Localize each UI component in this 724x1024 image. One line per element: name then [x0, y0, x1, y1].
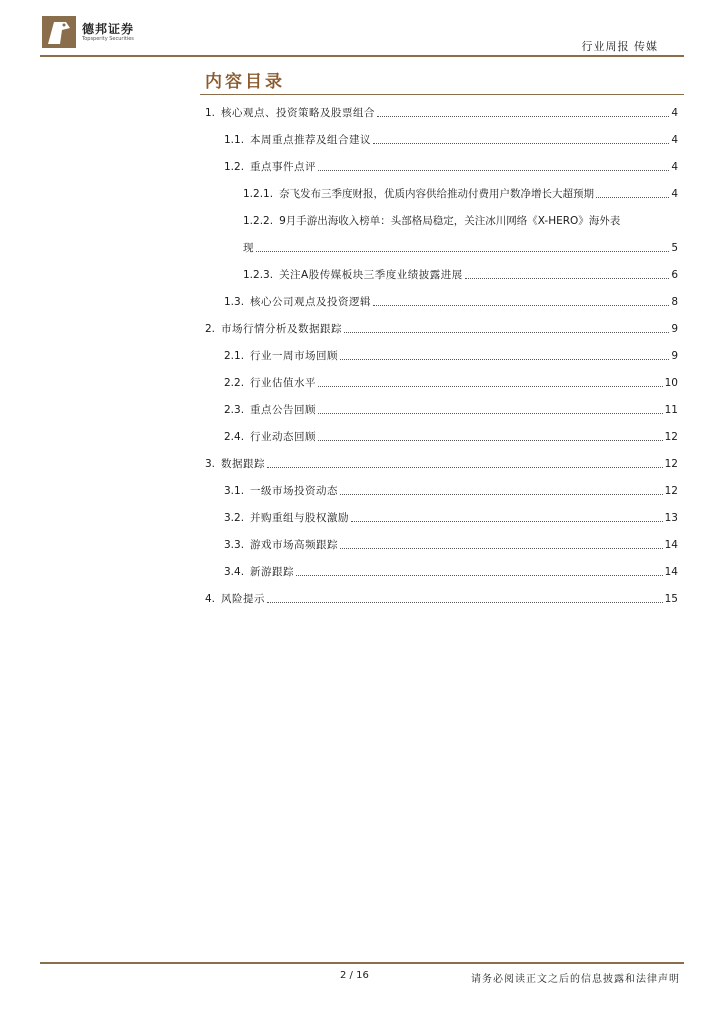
toc-entry-text: 现: [243, 242, 254, 254]
toc-entry[interactable]: [243, 184, 678, 204]
toc-entry-page: 12: [664, 485, 678, 497]
toc-entry-text: 游戏市场高频跟踪: [250, 539, 339, 551]
toc-entry-number: 1.2.2.: [243, 215, 274, 227]
company-logo: [40, 14, 160, 50]
toc-entry[interactable]: [224, 373, 678, 393]
toc-entry-page: 8: [671, 296, 678, 308]
toc-entry[interactable]: [224, 427, 678, 447]
toc-entry[interactable]: [224, 562, 678, 582]
toc-entry-page: 5: [671, 242, 678, 254]
toc-entry-text: 本周重点推荐及组合建议: [250, 134, 372, 146]
toc-entry[interactable]: [243, 265, 678, 285]
toc-leader-dots: [373, 143, 669, 144]
toc-leader-dots: [318, 440, 663, 441]
toc-entry-text: 数据跟踪: [221, 458, 266, 470]
toc-entry[interactable]: [224, 481, 678, 501]
toc-leader-dots: [465, 278, 670, 279]
toc-entry-number: 3.1.: [224, 485, 245, 497]
toc-entry-number: 2.4.: [224, 431, 245, 443]
toc-entry[interactable]: [205, 319, 678, 339]
toc-entry-page: 15: [664, 593, 678, 605]
toc-entry-page: 12: [664, 431, 678, 443]
toc-title-divider: [200, 94, 684, 95]
disclaimer-note: 请务必阅读正文之后的信息披露和法律声明: [471, 974, 680, 985]
toc-leader-dots: [318, 386, 663, 387]
toc-entry-number: 1.: [205, 107, 216, 119]
toc-title: 内容目录: [205, 72, 285, 92]
toc-entry-page: 10: [664, 377, 678, 389]
toc-entry-page: 11: [664, 404, 678, 416]
toc-entry-page: 9: [671, 323, 678, 335]
toc-entry-number: 3.: [205, 458, 216, 470]
toc-entry-number: 2.2.: [224, 377, 245, 389]
toc-entry-number: 4.: [205, 593, 216, 605]
toc-leader-dots: [340, 494, 663, 495]
toc-entry-page: 14: [664, 566, 678, 578]
toc-leader-dots: [351, 521, 663, 522]
toc-entry-number: 2.1.: [224, 350, 245, 362]
toc-entry-text: 并购重组与股权激励: [250, 512, 350, 524]
toc-entry[interactable]: [224, 508, 678, 528]
toc-leader-dots: [340, 548, 663, 549]
toc-entry-page: 12: [664, 458, 678, 470]
toc-entry-number: 1.2.: [224, 161, 245, 173]
toc-entry-number: 3.3.: [224, 539, 245, 551]
toc-entry-text: 关注A股传媒板块三季度业绩披露进展: [279, 269, 463, 281]
toc-entry-text: 9月手游出海收入榜单：头部格局稳定，关注冰川网络《X-HERO》海外表: [279, 215, 621, 227]
toc-entry-text: 行业估值水平: [250, 377, 317, 389]
logo-mark-icon: [40, 14, 78, 50]
toc-entry-page: 13: [664, 512, 678, 524]
toc-entry-page: 4: [671, 107, 678, 119]
toc-leader-dots: [373, 305, 669, 306]
toc-leader-dots: [318, 170, 669, 171]
toc-entry-number: 1.2.1.: [243, 188, 274, 200]
toc-entry-page: 9: [671, 350, 678, 362]
toc-entry[interactable]: [224, 157, 678, 177]
toc-entry-text: 风险提示: [221, 593, 266, 605]
toc-entry-text: 行业一周市场回顾: [250, 350, 339, 362]
toc-entry[interactable]: [224, 346, 678, 366]
toc-entry-text: 重点公告回顾: [250, 404, 317, 416]
toc-leader-dots: [344, 332, 669, 333]
toc-leader-dots: [267, 467, 663, 468]
toc-entry[interactable]: [205, 103, 678, 123]
toc-leader-dots: [296, 575, 663, 576]
toc-entry-page: 4: [671, 188, 678, 200]
toc-entry-number: 1.2.3.: [243, 269, 274, 281]
toc-entry-text: 市场行情分析及数据跟踪: [221, 323, 343, 335]
toc-entry-number: 3.2.: [224, 512, 245, 524]
page-number: 2 / 16: [340, 970, 369, 981]
toc-entry-text: 奈飞发布三季度财报，优质内容供给推动付费用户数净增长大超预期: [279, 188, 595, 200]
toc-entry[interactable]: [224, 535, 678, 555]
toc-entry-number: 3.4.: [224, 566, 245, 578]
toc-entry[interactable]: [243, 211, 678, 231]
toc-entry-text: 一级市场投资动态: [250, 485, 339, 497]
toc-entry-text: 核心观点、投资策略及股票组合: [221, 107, 376, 119]
footer-divider: [40, 962, 684, 964]
toc-leader-dots: [267, 602, 663, 603]
toc-entry-number: 1.3.: [224, 296, 245, 308]
toc-entry[interactable]: [224, 292, 678, 312]
toc-entry[interactable]: [205, 589, 678, 609]
toc-entry-text: 重点事件点评: [250, 161, 317, 173]
logo-name: 德邦证券: [82, 22, 135, 36]
logo-subtitle: Topsperity Securities: [82, 36, 134, 42]
toc-entry[interactable]: [205, 454, 678, 474]
toc-entry-number: 1.1.: [224, 134, 245, 146]
toc-leader-dots: [596, 197, 669, 198]
toc-entry-page: 6: [671, 269, 678, 281]
toc-entry-continuation[interactable]: [243, 238, 678, 258]
toc-leader-dots: [340, 359, 669, 360]
toc-entry-page: 14: [664, 539, 678, 551]
toc-entry[interactable]: [224, 400, 678, 420]
header-divider: [40, 55, 684, 57]
toc-leader-dots: [318, 413, 663, 414]
toc-entry-text: 行业动态回顾: [250, 431, 317, 443]
toc-entry-text: 新游跟踪: [250, 566, 295, 578]
toc-entry-number: 2.: [205, 323, 216, 335]
toc-entry-page: 4: [671, 161, 678, 173]
toc-entry[interactable]: [224, 130, 678, 150]
toc-entry-number: 2.3.: [224, 404, 245, 416]
toc-entry-text: 核心公司观点及投资逻辑: [250, 296, 372, 308]
report-category: 行业周报 传媒: [581, 40, 658, 53]
toc-leader-dots: [256, 251, 669, 252]
toc-entry-page: 4: [671, 134, 678, 146]
toc-leader-dots: [377, 116, 669, 117]
